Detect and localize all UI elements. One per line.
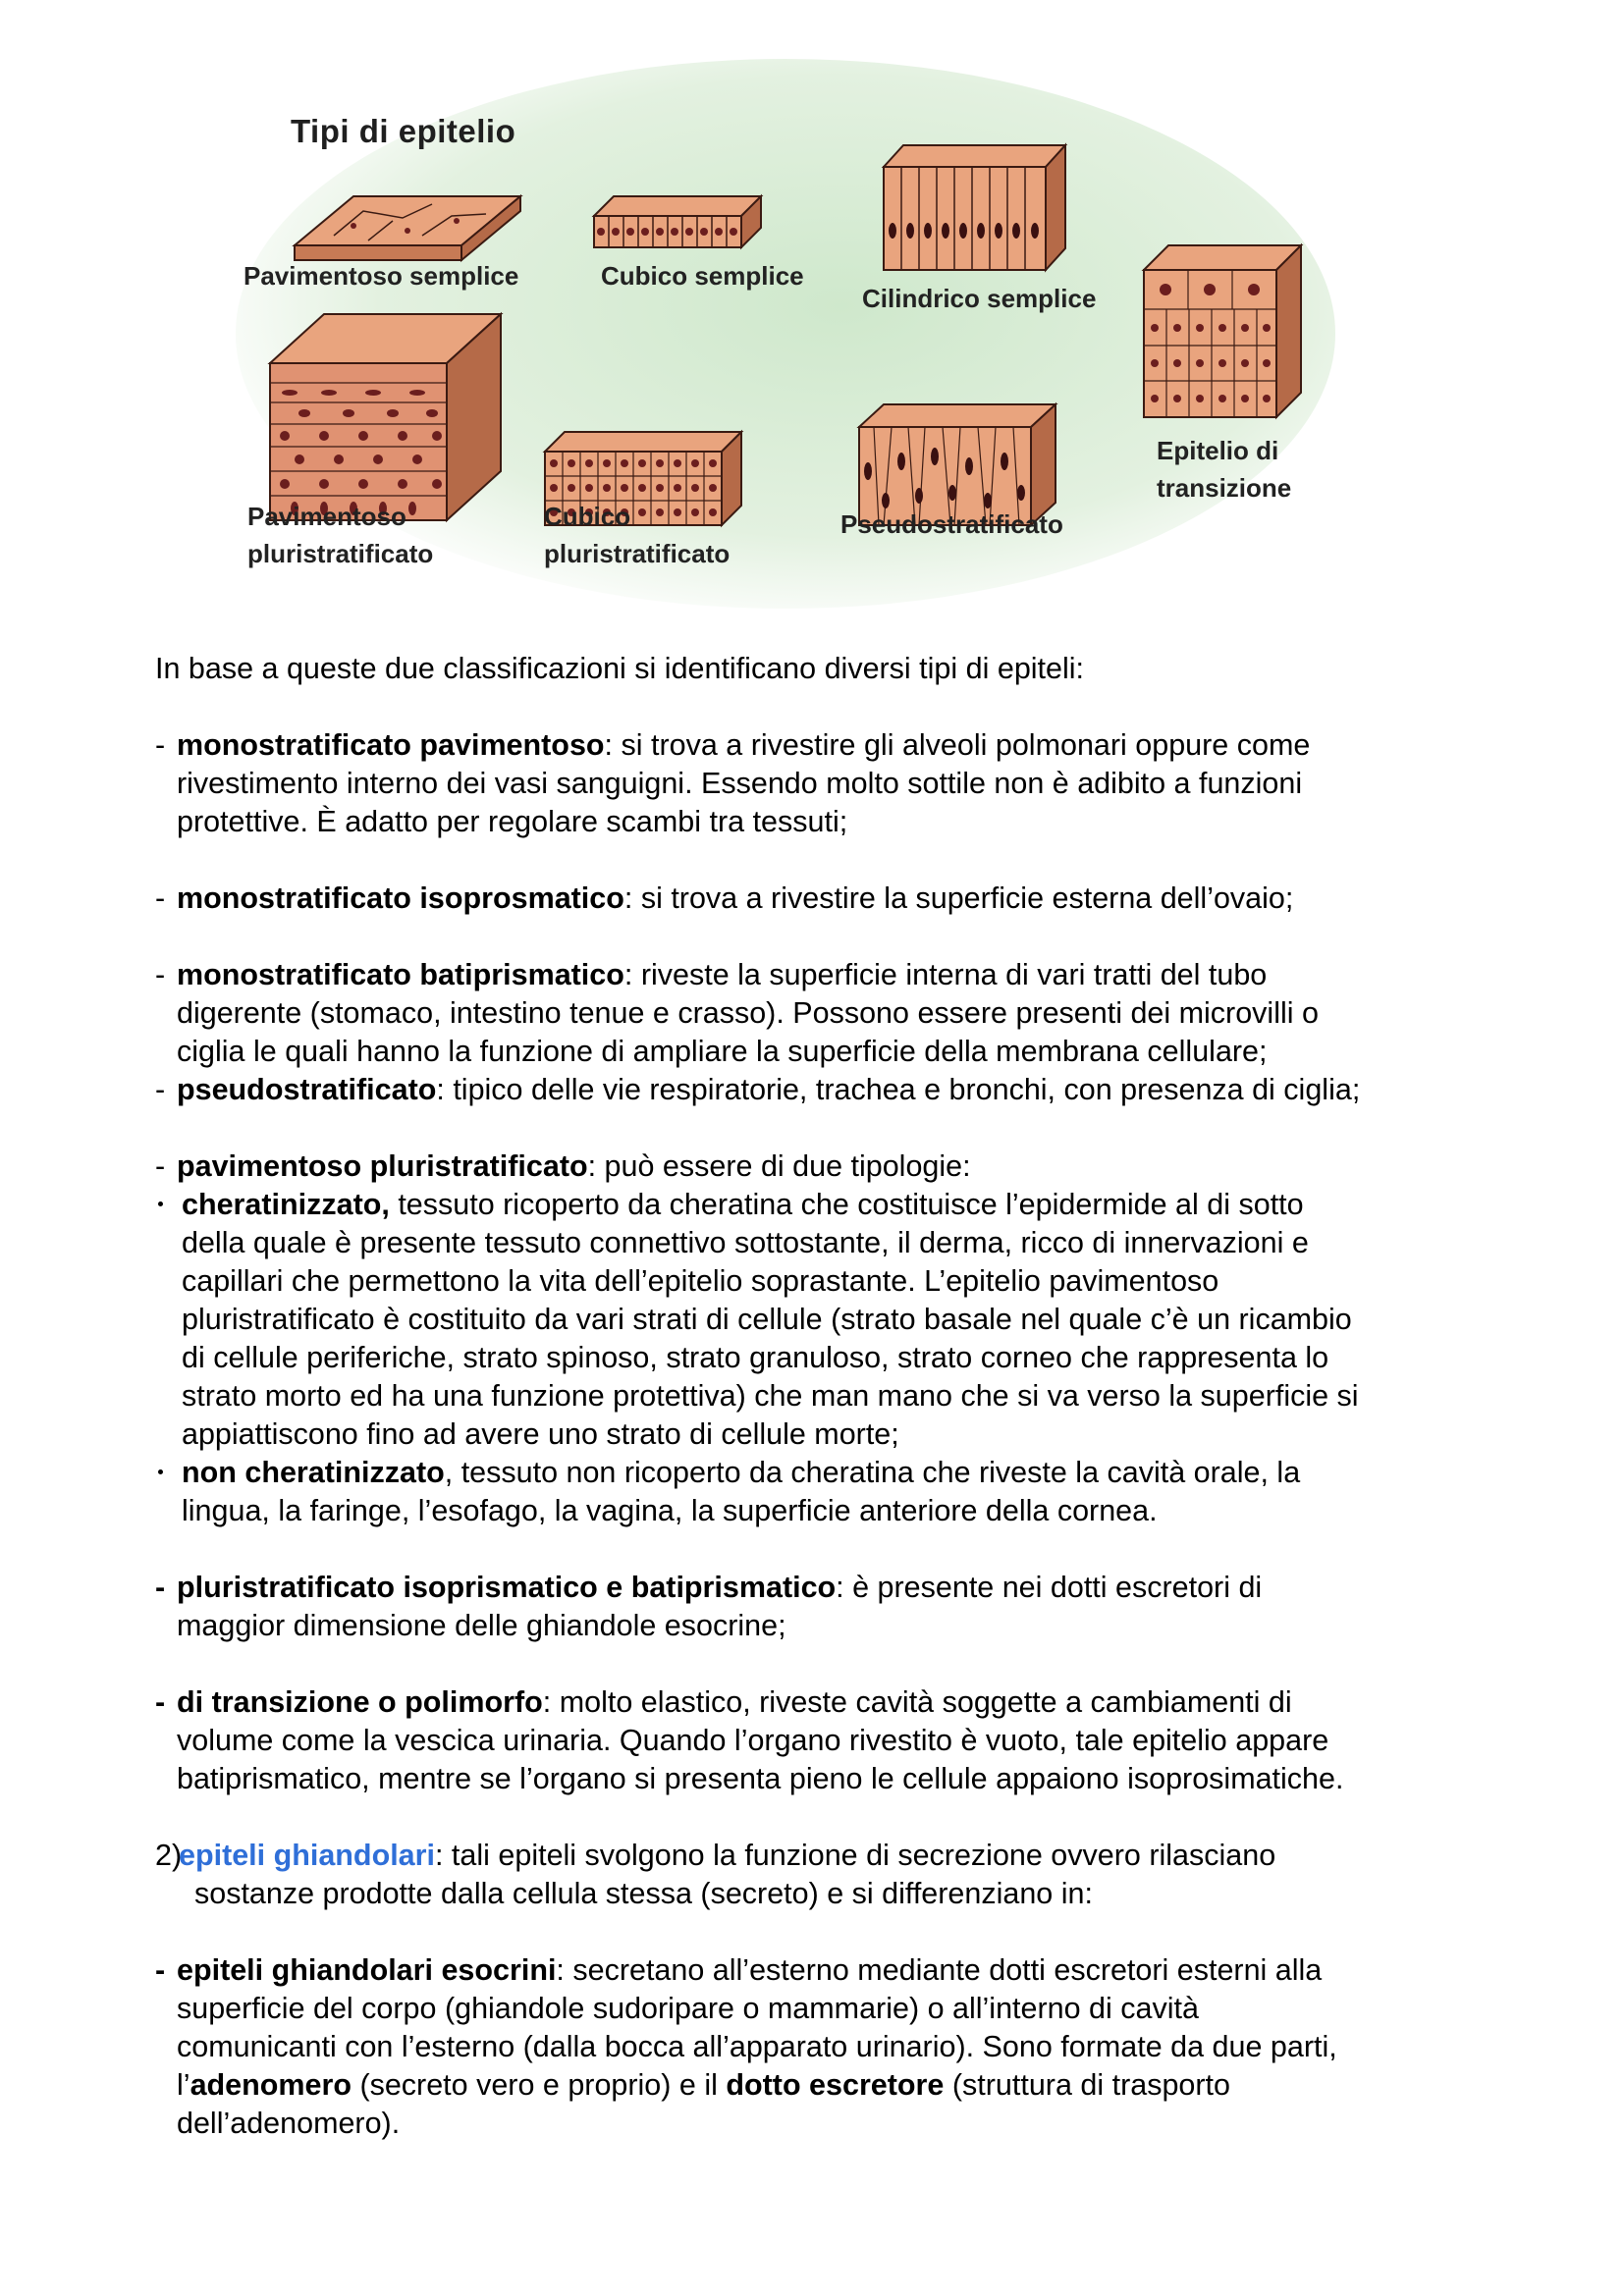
text-line: : tipico delle vie respiratorie, trachea e bronchi, con presenza di ciglia;: [436, 1073, 1361, 1106]
text-line: superficie del corpo (ghiandole sudoripare o mammarie) o all’interno di cavità: [177, 1992, 1199, 2025]
document-body: [155, 650, 1530, 2143]
item-pluristratificato-isoprismatico: [155, 1569, 1530, 1645]
text-line: di cellule periferiche, strato spinoso, strato granuloso, strato corneo che rappresenta lo: [182, 1341, 1329, 1374]
text-line: : si trova a rivestire la superficie esterna dell’ovaio;: [623, 881, 1294, 915]
label-pseudostratificato: Pseudostratificato: [840, 509, 1063, 539]
text-line: batiprismatico, mentre se l’organo si presenta pieno le cellule appaiono isoprosimatiche.: [177, 1762, 1344, 1795]
text-line: capillari che permettono la vita dell’epitelio soprastante. L’epitelio pavimentoso: [182, 1264, 1219, 1298]
bullet-marker: [158, 1469, 163, 1474]
transizione-block: [1144, 245, 1301, 417]
text-line: , tessuto non ricoperto da cheratina che riveste la cavità orale, la: [444, 1456, 1301, 1489]
text-line: pluristratificato è costituito da vari strati di cellule (strato basale nel quale c’è un ricambio: [182, 1303, 1352, 1336]
pavimentoso-pluristratificato-block: [270, 314, 501, 520]
text-line: [177, 2066, 1530, 2105]
dash-marker: -: [155, 1685, 166, 1719]
cilindrico-semplice-block: [884, 145, 1065, 270]
highlighted-term: epiteli ghiandolari: [179, 1839, 435, 1872]
bullet-cheratinizzato: [155, 1186, 1530, 1454]
text-line: ciglia le quali hanno la funzione di ampliare la superficie della membrana cellulare;: [177, 1035, 1268, 1068]
epithelium-figure: [196, 39, 1375, 614]
dash-marker: -: [155, 1953, 166, 1987]
term: pseudostratificato: [177, 1073, 437, 1106]
text-fragment: (struttura di trasporto: [944, 2068, 1230, 2102]
text-line: sostanze prodotte dalla cellula stessa (secreto) e si differenziano in:: [194, 1877, 1093, 1910]
label-cubico-pluristratificato: [544, 498, 730, 572]
label-line: pluristratificato: [247, 539, 434, 568]
item-pseudostratificato: [155, 1071, 1530, 1109]
term: monostratificato batiprismatico: [177, 958, 624, 991]
dash-marker: -: [155, 958, 166, 991]
text-line: volume come la vescica urinaria. Quando l’organo rivestito è vuoto, tale epitelio appare: [177, 1724, 1329, 1757]
text-line: protettive. È adatto per regolare scambi tra tessuti;: [177, 805, 848, 838]
term: di transizione o polimorfo: [177, 1685, 543, 1719]
term: monostratificato pavimentoso: [177, 728, 605, 762]
text-line: : molto elastico, riveste cavità soggette a cambiamenti di: [542, 1685, 1292, 1719]
label-cubico-semplice: Cubico semplice: [601, 261, 804, 291]
label-line: Pavimentoso: [247, 502, 406, 531]
text-line: digerente (stomaco, intestino tenue e crasso). Possono essere presenti dei microvilli o: [177, 996, 1319, 1030]
text-line: strato morto ed ha una funzione protettiva) che man mano che si va verso la superficie si: [182, 1379, 1359, 1413]
bullet-non-cheratinizzato: [155, 1454, 1530, 1530]
label-line: pluristratificato: [544, 539, 731, 568]
text-line: rivestimento interno dei vasi sanguigni. Essendo molto sottile non è adibito a funzioni: [177, 767, 1303, 800]
item-monostratificato-isoprosmatico: [155, 880, 1530, 918]
item-pavimentoso-pluristratificato: [155, 1148, 1530, 1186]
text-line: appiattiscono fino ad avere uno strato di cellule morte;: [182, 1417, 899, 1451]
term: cheratinizzato,: [182, 1188, 390, 1221]
section-number: 2): [155, 1839, 183, 1872]
dash-marker: -: [155, 1571, 166, 1604]
item-monostratificato-batiprismatico: [155, 956, 1530, 1071]
text-line: comunicanti con l’esterno (dalla bocca all’apparato urinario). Sono formate da due parti,: [177, 2030, 1337, 2063]
term: non cheratinizzato: [182, 1456, 445, 1489]
text-line: : è presente nei dotti escretori di: [836, 1571, 1263, 1604]
text-line: lingua, la faringe, l’esofago, la vagina, la superficie anteriore della cornea.: [182, 1494, 1158, 1527]
text-line: : può essere di due tipologie:: [587, 1149, 971, 1183]
term: pavimentoso pluristratificato: [177, 1149, 588, 1183]
dash-marker: -: [155, 728, 166, 762]
figure-title: Tipi di epitelio: [291, 113, 516, 149]
text-fragment: l’: [177, 2068, 190, 2102]
intro-paragraph: In base a queste due classificazioni si identificano diversi tipi di epiteli:: [155, 652, 1085, 685]
label-epitelio-transizione: [1157, 432, 1291, 507]
dash-marker: -: [155, 881, 166, 915]
term: dotto escretore: [726, 2068, 945, 2102]
label-line: transizione: [1157, 473, 1292, 503]
cubico-semplice-block: [594, 196, 761, 247]
text-line: : secretano all’esterno mediante dotti escretori esterni alla: [556, 1953, 1323, 1987]
term: pluristratificato isoprismatico e batiprismatico: [177, 1571, 837, 1604]
label-pavimentoso-semplice: Pavimentoso semplice: [244, 261, 519, 291]
text-line: della quale è presente tessuto connettivo sottostante, il derma, ricco di innervazioni e: [182, 1226, 1309, 1259]
label-line: Epitelio di: [1157, 436, 1279, 465]
label-line: Cubico: [544, 502, 631, 531]
section-epiteli-ghiandolari: [155, 1837, 1530, 1913]
text-line: : riveste la superficie interna di vari tratti del tubo: [623, 958, 1268, 991]
dash-marker: -: [155, 1149, 166, 1183]
term: monostratificato isoprosmatico: [177, 881, 624, 915]
bullet-marker: [158, 1201, 163, 1206]
text-line: : si trova a rivestire gli alveoli polmonari oppure come: [604, 728, 1311, 762]
item-di-transizione: [155, 1683, 1530, 1798]
text-line: dell’adenomero).: [177, 2107, 401, 2140]
dash-marker: -: [155, 1073, 166, 1106]
label-cilindrico-semplice: Cilindrico semplice: [862, 284, 1097, 313]
text-line: : tali epiteli svolgono la funzione di secrezione ovvero rilasciano: [434, 1839, 1276, 1872]
text-fragment: (secreto vero e proprio) e il: [351, 2068, 727, 2102]
text-line: maggior dimensione delle ghiandole esocrine;: [177, 1609, 786, 1642]
label-pavimentoso-pluristratificato: [247, 498, 433, 572]
term: epiteli ghiandolari esocrini: [177, 1953, 557, 1987]
item-monostratificato-pavimentoso: [155, 726, 1530, 841]
term: adenomero: [189, 2068, 352, 2102]
text-line: tessuto ricoperto da cheratina che costituisce l’epidermide al di sotto: [389, 1188, 1304, 1221]
item-epiteli-esocrini: [155, 1951, 1530, 2143]
